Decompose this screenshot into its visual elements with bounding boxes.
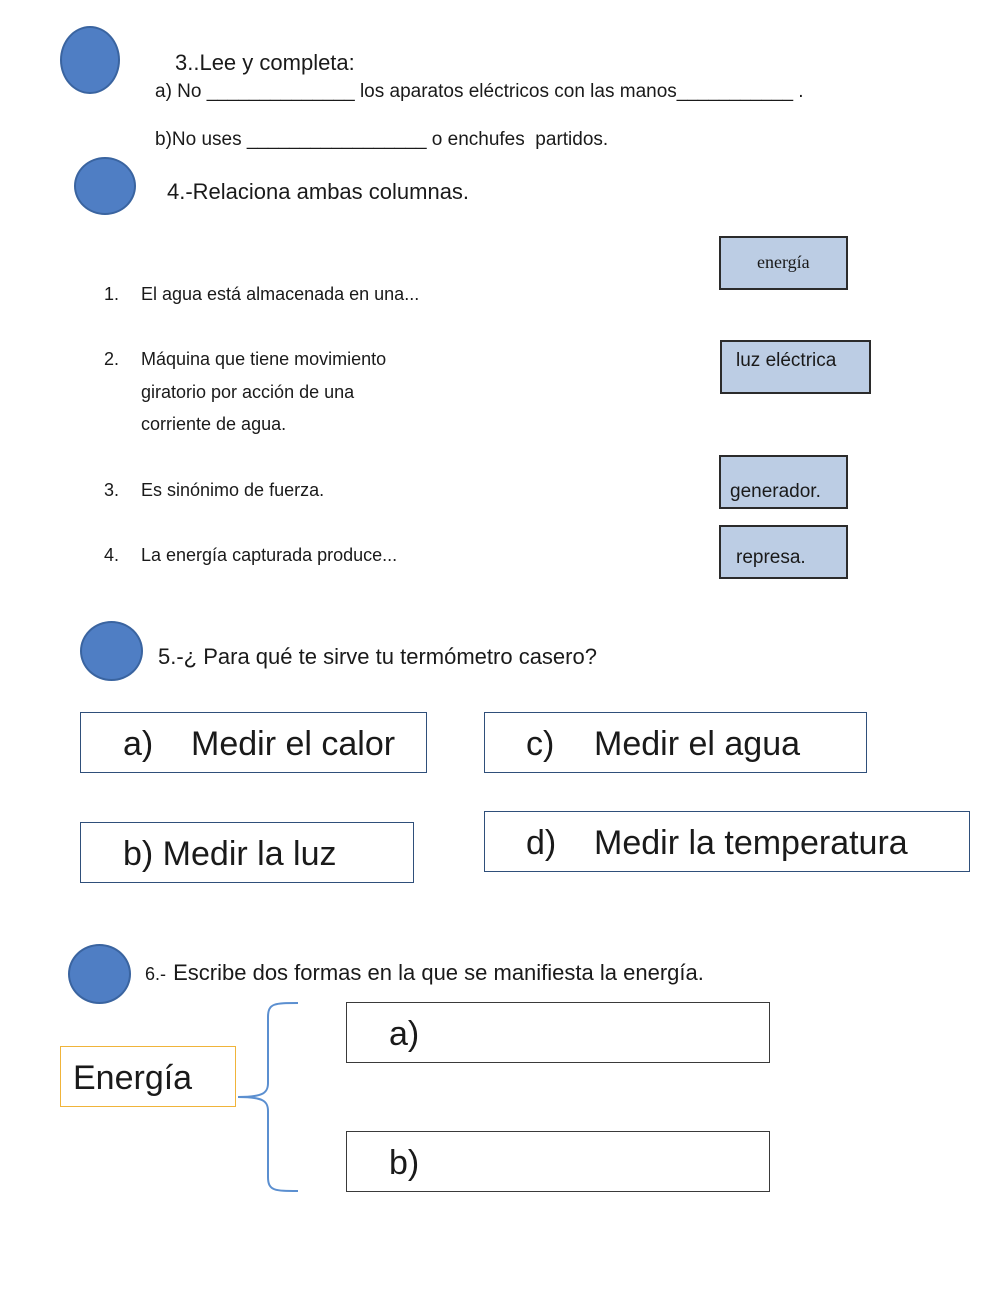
list-item-3-number: 3. — [104, 480, 120, 500]
option-d-letter: d) — [526, 824, 557, 862]
answer-box-luz-electrica[interactable] — [720, 340, 871, 394]
list-item-1-number: 1. — [104, 284, 120, 304]
question-3-line-b: b)No uses _________________ o enchufes partidos. — [155, 129, 609, 150]
bracket-shape — [238, 1003, 298, 1191]
answer-box-represa-label: represa. — [736, 547, 806, 568]
question-4-marker — [74, 157, 136, 215]
answer-field-a[interactable] — [346, 1002, 770, 1063]
answer-box-luz-electrica-label: luz eléctrica — [736, 350, 837, 371]
answer-box-generador[interactable] — [719, 455, 848, 509]
answer-box-energia[interactable] — [719, 236, 848, 290]
list-item-4-text: La energía capturada produce... — [141, 545, 398, 565]
option-b-text: b) Medir la luz — [123, 835, 337, 873]
question-3-marker — [60, 26, 120, 94]
question-3-line-a: a) No ______________ los aparatos eléctricos con las manos___________ . — [155, 81, 804, 102]
question-3-title: 3..Lee y completa: — [175, 50, 355, 75]
list-item-4-number: 4. — [104, 545, 120, 565]
option-a-button[interactable] — [80, 712, 427, 773]
energia-root-box — [60, 1046, 236, 1107]
bracket-connector — [230, 995, 310, 1200]
list-item-3-text: Es sinónimo de fuerza. — [141, 480, 325, 500]
list-item-1-text: El agua está almacenada en una... — [141, 284, 420, 304]
list-item-2-number: 2. — [104, 349, 120, 369]
answer-box-energia-label: energía — [757, 252, 810, 272]
list-item-2-text-line-3: corriente de agua. — [141, 414, 287, 434]
option-c-letter: c) — [526, 725, 555, 763]
question-6-marker — [68, 944, 131, 1004]
answer-box-represa[interactable] — [719, 525, 848, 579]
option-b-button[interactable] — [80, 822, 414, 883]
energia-root-label: Energía — [73, 1059, 193, 1097]
question-6-title: Escribe dos formas en la que se manifiesta la energía. — [167, 960, 704, 985]
answer-field-a-label: a) — [389, 1015, 420, 1053]
list-item-2-text-line-2: giratorio por acción de una — [141, 382, 355, 402]
answer-field-b-label: b) — [389, 1144, 420, 1182]
answer-box-generador-label: generador. — [730, 481, 821, 502]
question-4-title: 4.-Relaciona ambas columnas. — [167, 179, 470, 204]
answer-field-b[interactable] — [346, 1131, 770, 1192]
question-6-number: 6.- — [145, 964, 167, 984]
option-d-button[interactable] — [484, 811, 970, 872]
option-c-button[interactable] — [484, 712, 867, 773]
option-a-text: Medir el calor — [191, 725, 396, 763]
list-item-2-text-line-1: Máquina que tiene movimiento — [141, 349, 387, 369]
option-a-letter: a) — [123, 725, 154, 763]
question-5-title: 5.-¿ Para qué te sirve tu termómetro casero? — [158, 644, 597, 669]
option-d-text: Medir la temperatura — [594, 824, 908, 862]
option-c-text: Medir el agua — [594, 725, 801, 763]
question-5-marker — [80, 621, 143, 681]
